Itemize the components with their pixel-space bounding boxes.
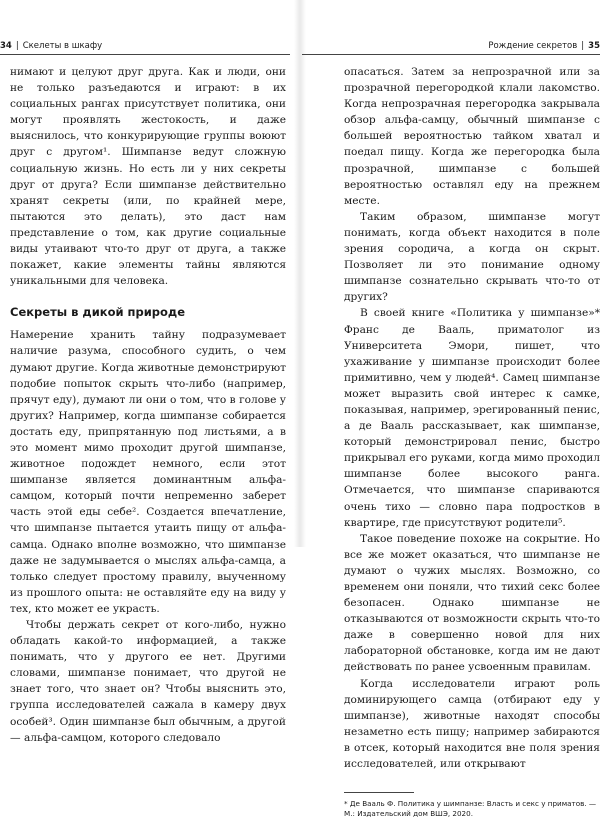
left-page-number: 34 — [0, 41, 12, 51]
right-page — [302, 0, 600, 819]
left-running-head — [0, 40, 290, 55]
footnote: * Де Вааль Ф. Политика у шимпанзе: Власть и секс у приматов. — М.: Издательский дом ВШЭ, 2020. — [344, 799, 597, 819]
right-running-head-separator: | — [581, 41, 585, 51]
left-page — [0, 0, 298, 744]
right-page-number: 35 — [588, 41, 600, 51]
right-paragraph-3: В своей книге «Политика у шимпанзе»* Франс де Вааль, приматолог из Университета Эмори, пишет, что ухаживание у шимпанзе происходит более примитивно, чем у людей⁴. Самец шимпанзе может выразить свой интерес к самке, показывая, например, эрегированный пенис, а де Вааль рассказывает, как шимпанзе, который демонстрировал пенис, быстро прикрывал его руками, когда мимо проходил шимпанзе более высокого ранга. Отмечается, что шимпанзе спариваются очень тихо — словно пара подростков в квартире, где присутствуют родители⁵. — [344, 307, 600, 529]
left-paragraph-1: нимают и целуют друг друга. Как и люди, они не только разъедаются и играют: в их социальных рангах присутствует политика, они могут проявлять жестокость, и даже выяснилось, что конкурирующие группы воюют друг с другом¹. Шимпанзе ведут сложную социальную жизнь. Но есть ли у них секреты друг от друга? Если шимпанзе действительно хранят секреты (или, по крайней мере, пытаются это делать), это даст нам представление о том, как другие социальные виды утаивают что-то друг от друга, а также покажет, какие элементы тайны являются уникальными для человека. — [10, 66, 286, 288]
right-paragraph-2: Таким образом, шимпанзе могут понимать, когда объект находится в поле зрения сородича, а когда он скрыт. Позволяет ли это понимание одному шимпанзе сознательно скрывать что-то от других? — [344, 210, 600, 304]
right-text-column — [344, 64, 600, 819]
right-running-head — [302, 40, 600, 55]
right-running-head-title: Рождение секретов — [488, 41, 578, 51]
left-running-head-separator: | — [15, 41, 19, 51]
left-running-head-title: Скелеты в шкафу — [22, 41, 103, 51]
right-paragraph-4: Такое поведение похоже на сокрытие. Но все же может оказаться, что шимпанзе не думают о чужих мыслях. Возможно, со временем они поняли, что тихий секс более безопасен. Однако шимпанзе не отказываются от возможности скрыть что-то даже в совершенно новой для них лабораторной обстановке, когда им не дают действовать по ранее усвоенным правилам. — [344, 532, 600, 674]
left-paragraph-3: Чтобы держать секрет от кого-либо, нужно обладать какой-то информацией, а также понимать, что у другого ее нет. Другими словами, шимпанзе понимает, что другой не знает того, что знает он? Чтобы выяснить это, группа исследователей сажала в камеру двух особей³. Один шимпанзе был обычным, а другой — альфа-самцом, которого следовало — [10, 619, 286, 744]
right-paragraph-5: Когда исследователи играют роль доминирующего самца (отбирают еду у шимпанзе), животные находят способы незаметно есть пищу; например забираются в отсек, который находится вне поля зрения исследователей, или открывают — [344, 677, 600, 771]
left-paragraph-2: Намерение хранить тайну подразумевает наличие разума, способного судить, о чем думают другие. Когда животные демонстрируют подобие попыток скрыть что-либо (например, прячут еду), думают ли они о том, что в голове у других? Например, когда шимпанзе собирается достать еду, припрятанную под листьями, а в это момент мимо проходит другой шимпанзе, животное подождет немного, если этот шимпанзе является доминантным альфа-самцом, который почти непременно заберет часть этой еды себе². Создается впечатление, что шимпанзе пытается утаить пищу от альфа-самца. Однако вполне возможно, что шимпанзе даже не задумывается о мыслях альфа-самца, а только следует простому правилу, выученному из прошлого опыта: не оставляйте еду на виду у тех, кто может ее украсть. — [10, 329, 286, 615]
right-paragraph-1: опасаться. Затем за непрозрачной или за прозрачной перегородкой клали лакомство. Когда непрозрачная перегородка закрывала обзор альфа-самцу, обычный шимпанзе с большей вероятностью тайком хватал и поедал пищу. Когда же перегородка была прозрачной, шимпанзе с большей вероятностью оставлял еду на прежнем месте. — [344, 66, 600, 207]
section-heading: Секреты в дикой природе — [10, 305, 185, 320]
left-text-column — [10, 64, 286, 746]
footnote-divider — [344, 792, 414, 793]
